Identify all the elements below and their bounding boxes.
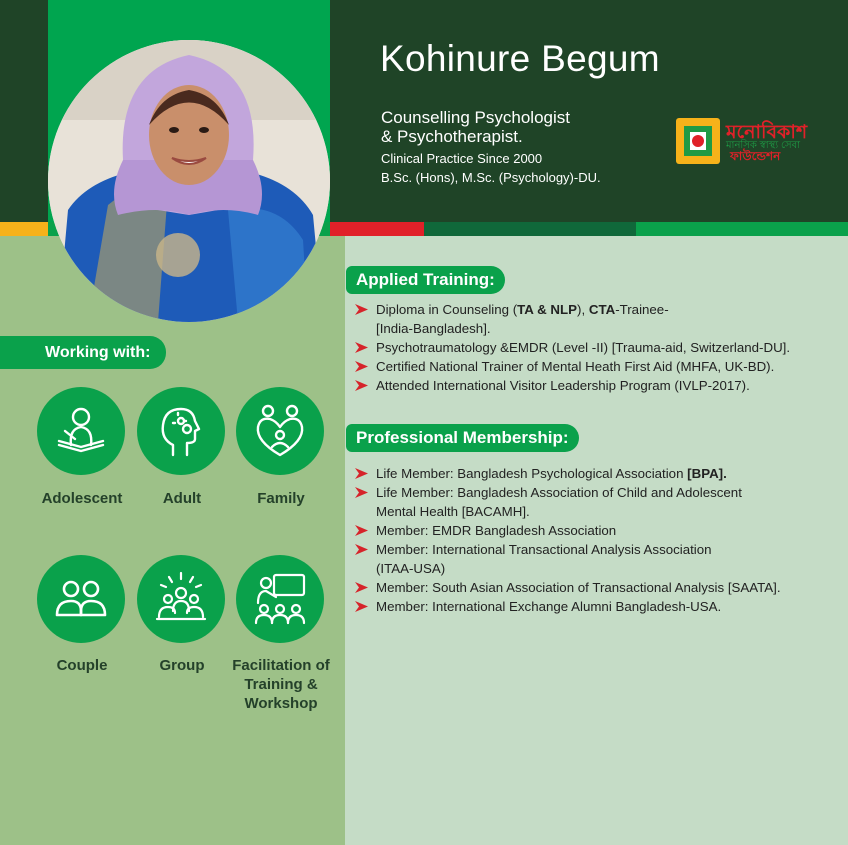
arrow-bullet-icon xyxy=(355,525,368,536)
arrow-bullet-icon xyxy=(355,487,368,498)
membership-heading: Professional Membership: xyxy=(346,424,579,452)
practice-since: Clinical Practice Since 2000 xyxy=(381,151,543,166)
list-item: Attended International Visitor Leadership Program (IVLP-2017). xyxy=(355,376,825,395)
list-item: Certified National Trainer of Mental Heath First Aid (MHFA, UK-BD). xyxy=(355,357,825,376)
list-item: Psychotraumatology &EMDR (Level -II) [Trauma-aid, Switzerland-DU]. xyxy=(355,338,825,357)
degrees: B.Sc. (Hons), M.Sc. (Psychology)-DU. xyxy=(381,170,601,185)
arrow-bullet-icon xyxy=(355,361,368,372)
label-family: Family xyxy=(257,490,305,507)
logo-mark xyxy=(676,118,720,164)
arrow-bullet-icon xyxy=(355,601,368,612)
role-line-1: Counselling Psychologist xyxy=(381,108,570,127)
applied-training-list xyxy=(355,300,825,395)
arrow-bullet-icon xyxy=(355,304,368,315)
label-adolescent: Adolescent xyxy=(41,490,123,507)
list-item: Member: International Exchange Alumni Bangladesh-USA. xyxy=(355,597,825,616)
list-item: Life Member: Bangladesh Association of Child and Adolescent Mental Health [BACAMH]. xyxy=(355,483,825,521)
arrow-bullet-icon xyxy=(355,544,368,555)
label-facilitation-line3: Workshop xyxy=(244,695,318,712)
group-icon xyxy=(137,555,225,643)
working-with-heading: Working with: xyxy=(0,336,166,369)
list-item: Member: South Asian Association of Transactional Analysis [SAATA]. xyxy=(355,578,825,597)
list-item: Member: EMDR Bangladesh Association xyxy=(355,521,825,540)
label-facilitation-line1: Facilitation of xyxy=(232,657,330,674)
label-facilitation xyxy=(226,656,336,713)
list-item: Diploma in Counseling (TA & NLP), CTA-Trainee- [India-Bangladesh]. xyxy=(355,300,825,338)
label-group: Group xyxy=(159,657,205,674)
arrow-bullet-icon xyxy=(355,468,368,479)
person-role xyxy=(381,108,570,146)
role-line-2: & Psychotherapist. xyxy=(381,127,523,146)
presentation-icon xyxy=(236,555,324,643)
list-item: Life Member: Bangladesh Psychological Association [BPA]. xyxy=(355,464,825,483)
left-panel xyxy=(0,236,345,845)
stripe-yellow xyxy=(0,222,48,236)
head-gears-icon xyxy=(137,387,225,475)
applied-training-heading: Applied Training: xyxy=(346,266,505,294)
arrow-bullet-icon xyxy=(355,380,368,391)
list-item: Member: International Transactional Analysis Association (ITAA-USA) xyxy=(355,540,825,578)
stripe-red xyxy=(330,222,424,236)
stripe-dark-green xyxy=(424,222,636,236)
label-facilitation-line2: Training & xyxy=(244,676,318,693)
arrow-bullet-icon xyxy=(355,342,368,353)
couple-icon xyxy=(37,555,125,643)
person-name: Kohinure Begum xyxy=(380,38,660,79)
logo-text-line2: মানসিক স্বাস্থ্য সেবা xyxy=(726,140,801,151)
family-heart-icon xyxy=(236,387,324,475)
label-adult: Adult xyxy=(162,490,202,507)
arrow-bullet-icon xyxy=(355,582,368,593)
stripe-green-right xyxy=(636,222,848,236)
membership-list xyxy=(355,464,825,616)
portrait-photo xyxy=(48,40,330,322)
reading-person-icon xyxy=(37,387,125,475)
logo-text-line1: মনোবিকাশ xyxy=(726,122,808,143)
logo-text-line3: ফাউন্ডেশন xyxy=(730,149,781,163)
label-couple: Couple xyxy=(56,657,108,674)
